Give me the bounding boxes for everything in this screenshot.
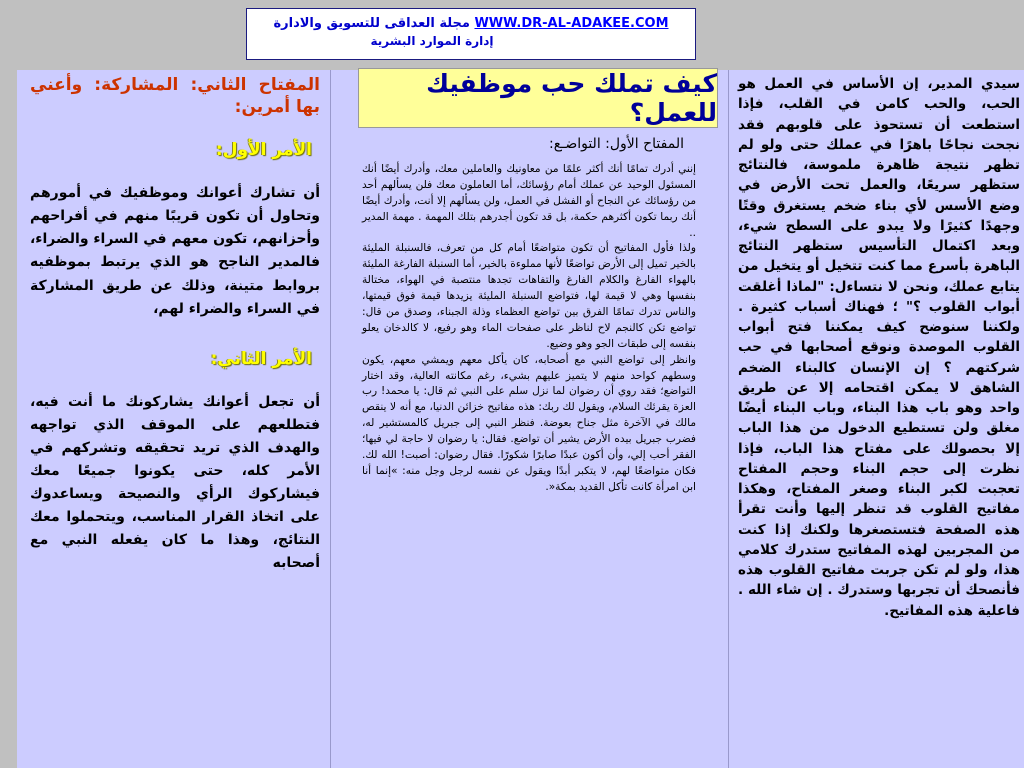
right-column: [738, 74, 1020, 621]
first-point-text: أن تشارك أعوانك وموظفيك في أمورهم وتحاول أن تكون قريبًا منهم في أفراحهم وأحزانهم، تكون معهم في السراء والضراء، فالمدير الناجح هو الذي يرتبط بموظفيه بروابط متينة، وذلك عن طريق المشاركة في السراء والضراء لهم،: [29, 185, 320, 317]
key-one-paragraph: ولذا فأول المفاتيح أن تكون متواضعًا أمام كل من تعرف، فالسنبلة المليئة بالخير تميل إلى الأرض تواضعًا لأنها مملوءة بالخير، أما السنبلة الفارغة المليئة بالهواء الفارغ والكلام الفارغ والتفاهات تجدها منتصبة في الهواء، مختالة بنفسها وهي لا قيمة لها، فتواضع السنبلة المليئة يزيدها قيمة فوق قيمتها، والناس تدرك تمامًا الفرق بين تواضع العظماء وذلة الجبناء، وصدق من قال: تواضع تكن كالنجم لاح لناظر على صفحات الماء وهو رفيع، لا كالدخان يعلو بنفسه إلى طبقات الجو وهو وضيع.: [362, 242, 696, 350]
intro-text: سيدي المدير، إن الأساس في العمل هو الحب، والحب كامن في القلب، فإذا استطعت أن تستحوذ على قلوبهم فقد نجحت نجاحًا باهرًا في عملك حتى ولو لم تظهر نتيجة ظاهرة ملموسة، فالنتائج ستظهر سريعًا، والعمل تحت الأرض في وضع الأسس لأي بناء ضخم يستغرق وقتًا وجهدًا كثيرًا ولا يبدو على السطح شيء، وبعد اكتمال التأسيس ستظهر النتائج الباهرة بأسرع مما كنت تتخيل أو يتخيل من يتابع عملك، ونحن لا نتساءل: "لماذا أغلقت أبواب القلوب ؟" ؛ فهناك أسباب كثيرة . ولكننا سنوضح كيف يمكننا فتح أبواب القلوب الموصدة ونوقع أصحابها في حب شركتهم ؟ إن الإنسان كالبناء الضخم الشاهق لا يمكن اقتحامه إلا عن طريق واحد وهو باب هذا البناء، وباب البناء أيضًا مغلق ولن تستطيع الدخول من هذا الباب إلا بحصولك على مفتاح هذا الباب، فإذا نظرت إلى حجم البناء وحجم المفتاح تعجبت لكبر البناء وصغر المفتاح، وهكذا مفاتيح القلوب قد تنظر إليها وأنت تقرأ هذه الصفحة فتستصغرها ولكنك إذا كنت من المجربين لهذه المفاتيح ستدرك كلامي هذا، ولو لم تكن جربت مفاتيح القلوب هذه فأنصحك أن تجربها وستدرك . إن شاء الله . فاعلية هذه المفاتيح.: [738, 76, 1020, 619]
magazine-header: [246, 8, 696, 60]
first-point-label: الأمر الأول:: [215, 140, 312, 161]
article-title: كيف تملك حب موظفيك للعمل؟: [426, 69, 717, 127]
site-link[interactable]: WWW.DR-AL-ADAKEE.COM: [474, 16, 669, 31]
article-title-box: [358, 68, 718, 128]
middle-column: [362, 136, 696, 496]
magazine-name: مجلة العداقى للتسويق والادارة: [273, 16, 470, 31]
key-one-paragraph: إنني أدرك تمامًا أنك أكثر علمًا من معاونيك والعاملين معك، وأدرك أيضًا أنك المسئول الوحيد عن عملك أمام رؤسائك، أما العاملون معك فلن يسألهم أحد من رؤسائك عن النجاح أو الفشل في العمل، ولن يسألهم إلا أنت، وأدرك أيضًا أنك ربما تكون أكثرهم حكمة، بل قد تكون أجدرهم بتلك المهمة . مهمة المدير ..: [362, 163, 696, 239]
key-one-paragraph: وانظر إلى تواضع النبي مع أصحابه، كان يأكل معهم ويمشي معهم، يكون وسطهم كواحد منهم لا يتميز عليهم بشيء، رغم مكانته العالية، وقد اختار التواضع؛ فقد روي أن رضوان لما نزل سلم على النبي ثم قال: يا محمد! رب العزة يقرئك السلام، ويقول لك ربك: هذه مفاتيح خزائن الدنيا، مع أنه لا ينقص مالك في الآخرة مثل جناح بعوضة. فنظر النبي إلى جبريل كالمستشير له، فضرب جبريل بيده الأرض يشير أن تواضع. فقال: يا رضوان لا حاجة لي فيها؛ الفقر أحب إلي، وأن أكون عبدًا صابرًا شكورًا. فقال رضوان: أصبت! الله لك. فكان متواضعًا لهم، لا يتكبر أبدًا ويقول عن نفسه لرجل وجل منه: »إنما أنا ابن امرأة كانت تأكل القديد بمكة«.: [362, 353, 696, 493]
header-line: [247, 15, 695, 33]
second-point-label: الأمر الثاني:: [210, 348, 312, 369]
left-column: [30, 74, 320, 604]
column-divider: [728, 70, 729, 768]
section-name: إدارة الموارد البشرية: [370, 33, 494, 48]
key-two-heading: المفتاح الثاني: المشاركة: وأعني بها أمرين:: [30, 75, 320, 118]
second-point-text: أن تجعل أعوانك يشاركونك ما أنت فيه، فتطلعهم على الموقف الذي تواجهه والهدف الذي تريد تحقيقه وتشركهم في الأمر كله، حتى يكونوا جميعًا معك فيشاركوك الرأي والنصيحة ويساعدوك على اتخاذ القرار المناسب، ويتحملوا معك النتائج، وهذا ما كان يفعله النبي مع أصحابه: [30, 393, 320, 572]
key-one-heading: المفتاح الأول: التواضـع:: [549, 136, 684, 152]
column-divider: [330, 70, 331, 768]
